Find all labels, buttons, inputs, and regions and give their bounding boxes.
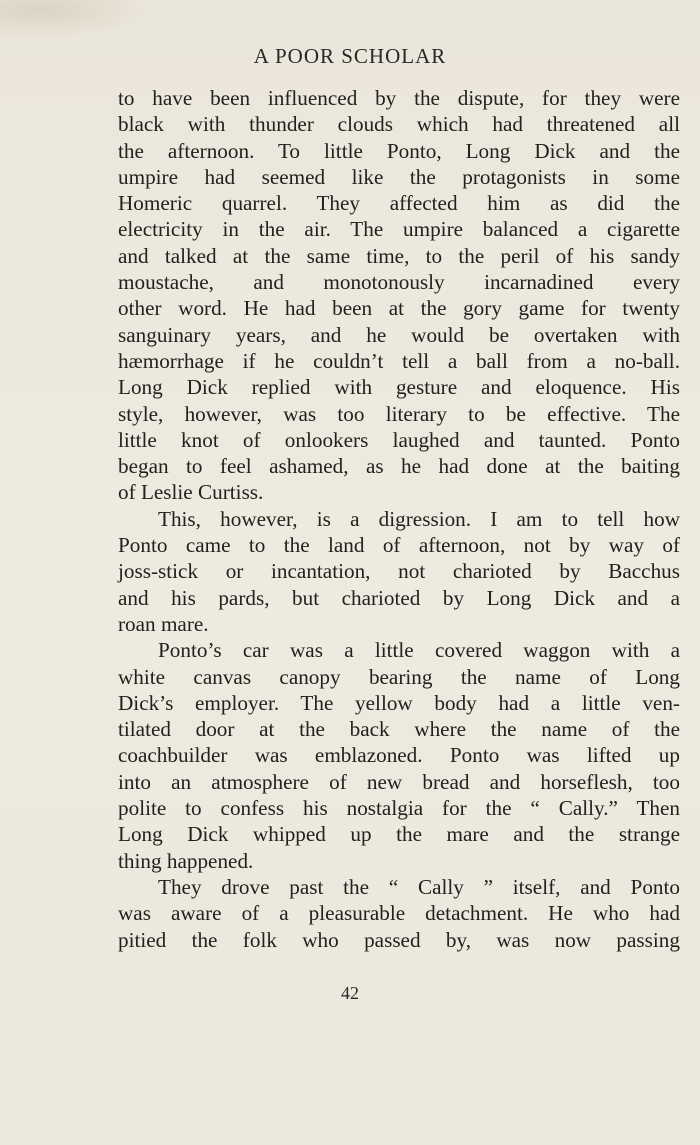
text-line: sanguinary years, and he would be overtaken with — [118, 322, 680, 347]
text-line: hæmorrhage if he couldn’t tell a ball from a no-ball. — [118, 348, 680, 373]
body-text — [118, 85, 680, 953]
text-line: Homeric quarrel. They affected him as did the — [118, 191, 680, 216]
text-line: and his pards, but charioted by Long Dick and a — [118, 585, 680, 610]
text-line: Long Dick whipped up the mare and the strange — [118, 822, 680, 847]
text-line: and talked at the same time, to the peril of his sandy — [118, 243, 680, 268]
page-number: 42 — [341, 983, 359, 1003]
text-line: little knot of onlookers laughed and taunted. Ponto — [118, 427, 680, 452]
text-line: This, however, is a digression. I am to tell how — [158, 506, 680, 531]
text-line: to have been influenced by the dispute, for they were — [118, 86, 680, 110]
text-line: into an atmosphere of new bread and horseflesh, too — [118, 769, 680, 794]
text-line: moustache, and monotonously incarnadined every — [118, 270, 680, 295]
text-line: polite to confess his nostalgia for the “ Cally.” Then — [118, 796, 680, 821]
text-line: white canvas canopy bearing the name of Long — [118, 664, 680, 689]
text-line: tilated door at the back where the name of the — [118, 717, 680, 742]
text-line: other word. He had been at the gory game for twenty — [118, 296, 680, 321]
text-line: Ponto came to the land of afternoon, not by way of — [118, 533, 680, 558]
text-line: began to feel ashamed, as he had done at the baiting — [118, 454, 680, 479]
text-line: Ponto’s car was a little covered waggon with a — [158, 638, 680, 663]
text-line: the afternoon. To little Ponto, Long Dick and the — [118, 138, 680, 163]
text-line: electricity in the air. The umpire balanced a cigarette — [118, 217, 680, 242]
text-line: umpire had seemed like the protagonists in some — [118, 164, 680, 189]
text-line: coachbuilder was emblazoned. Ponto was lifted up — [118, 743, 680, 768]
text-line: pitied the folk who passed by, was now passing — [118, 927, 680, 952]
text-line: of Leslie Curtiss. — [118, 480, 264, 505]
text-line: black with thunder clouds which had threatened all — [118, 112, 680, 137]
running-head: A POOR SCHOLAR — [253, 44, 447, 68]
text-line: Long Dick replied with gesture and eloquence. His — [118, 375, 680, 400]
text-line: was aware of a pleasurable detachment. He who had — [118, 901, 680, 926]
text-line: Dick’s employer. The yellow body had a little ven- — [118, 690, 680, 715]
text-line: joss-stick or incantation, not charioted by Bacchus — [118, 559, 680, 584]
text-line: roan mare. — [118, 611, 209, 636]
text-line: thing happened. — [118, 848, 254, 873]
page-stain — [0, 0, 150, 40]
text-line: style, however, was too literary to be effective. The — [118, 401, 680, 426]
text-line: They drove past the “ Cally ” itself, and Ponto — [158, 874, 680, 899]
